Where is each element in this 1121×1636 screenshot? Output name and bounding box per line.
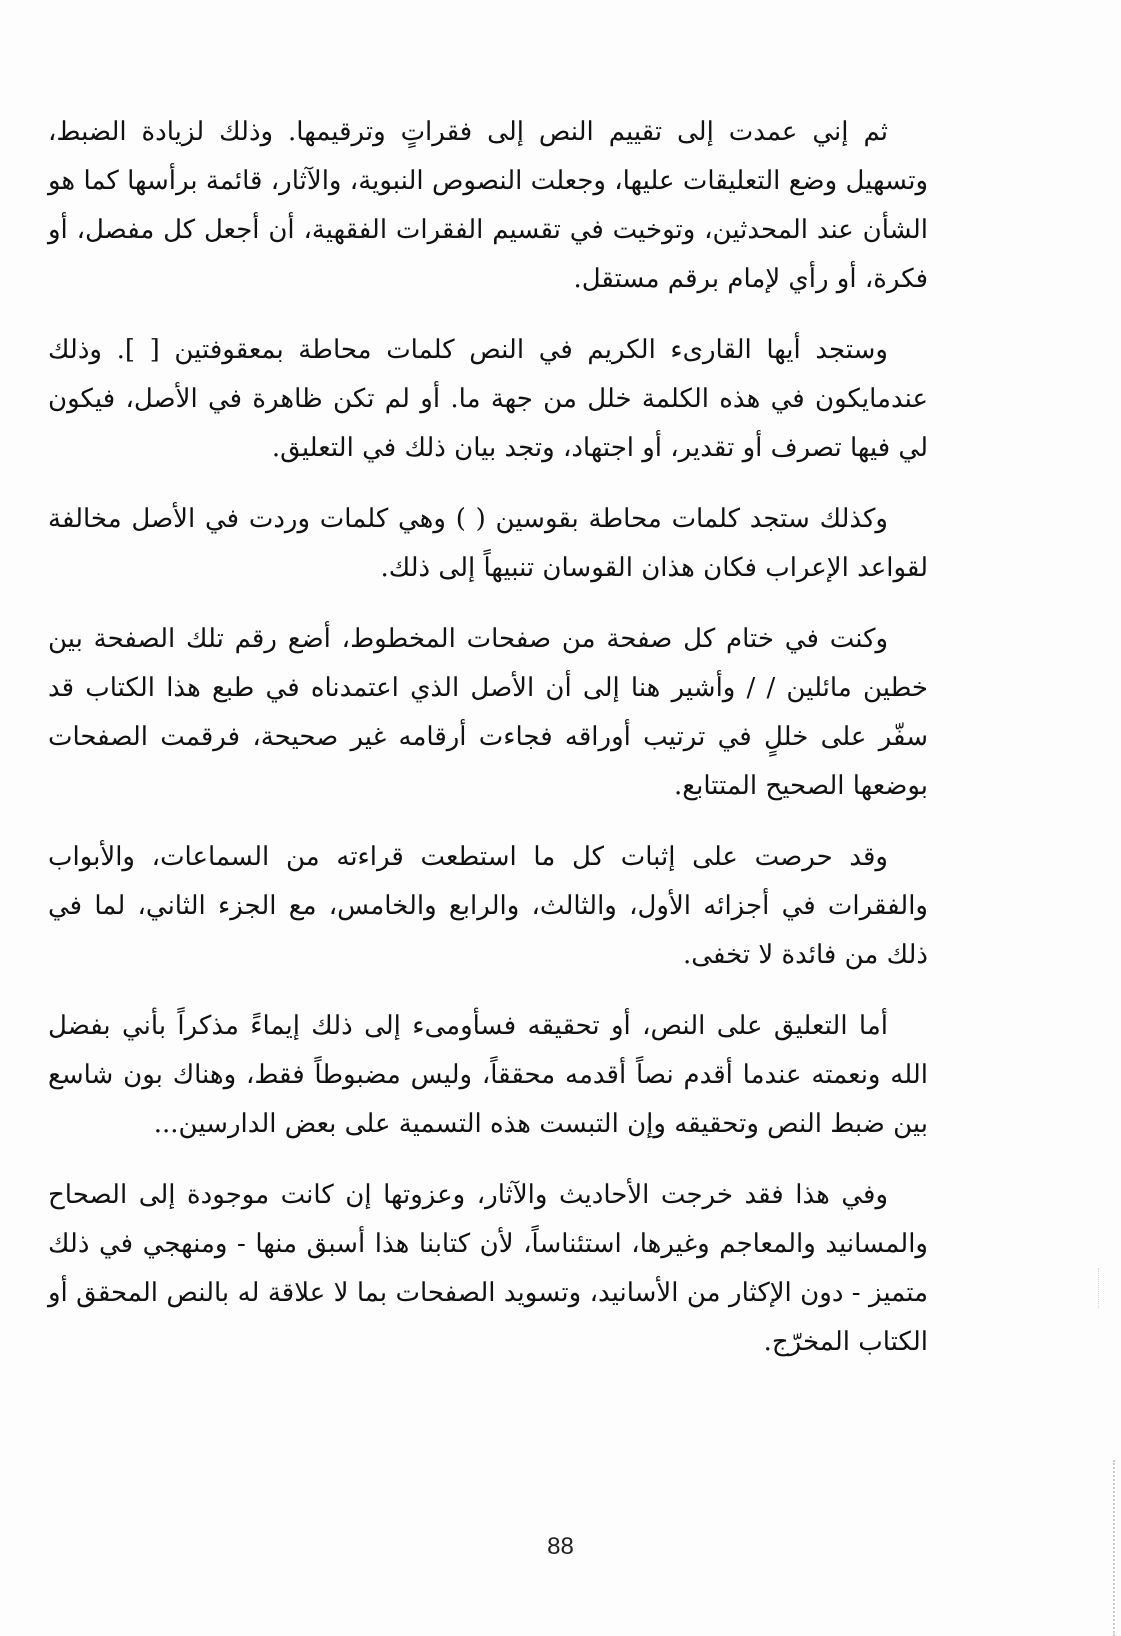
paragraph-numbering: ثم إني عمدت إلى تقييم النص إلى فقراتٍ وترقيمها. وذلك لزيادة الضبط، وتسهيل وضع التعليقات عليها، وجعلت النصوص النبوية، والآثار، قائمة برأسها كما هو الشأن عند المحدثين، وتوخيت في تقسيم الفقرات الفقهية، أن أجعل كل مفصل، أو فكرة، أو رأي لإمام برقم مستقل.	[48, 117, 928, 294]
paragraph-manuscript-pages: وكنت في ختام كل صفحة من صفحات المخطوط، أضع رقم تلك الصفحة بين خطين مائلين / / وأشير هنا إلى أن الأصل الذي اعتمدناه في طبع هذا الكتاب قد سفّر على خللٍ في ترتيب أوراقه فجاءت أرقامه غير صحيحة، فرقمت الصفحات بوضعها الصحيح المتتابع.	[48, 624, 928, 801]
paragraph-square-brackets: وستجد أيها القارىء الكريم في النص كلمات محاطة بمعقوفتين [ ]. وذلك عندمايكون في هذه الكلمة خلل من جهة ما. أو لم تكن ظاهرة في الأصل، فيكون لي فيها تصرف أو تقدير، أو اجتهاد، وتجد بيان ذلك في التعليق.	[48, 335, 928, 463]
page-number: 88	[547, 1533, 574, 1560]
paragraph-commentary: أما التعليق على النص، أو تحقيقه فسأومىء إلى ذلك إيماءً مذكراً بأني بفضل الله ونعمته عندما أقدم نصاً أقدمه محققاً، وليس مضبوطاً فقط، وهناك بون شاسع بين ضبط النص وتحقيقه وإن التبست هذه التسمية على بعض الدارسين...	[48, 1011, 928, 1139]
scan-edge-artifact	[1103, 1460, 1115, 1636]
paragraph-parentheses: وكذلك ستجد كلمات محاطة بقوسين ( ) وهي كلمات وردت في الأصل مخالفة لقواعد الإعراب فكان هذان القوسان تنبيهاً إلى ذلك.	[48, 504, 928, 583]
paragraph-samaat: وقد حرصت على إثبات كل ما استطعت قراءته من السماعات، والأبواب والفقرات في أجزائه الأول، والثالث، والرابع والخامس، مع الجزء الثاني، لما في ذلك من فائدة لا تخفى.	[48, 842, 928, 970]
body-text	[48, 108, 928, 1389]
scan-speck-artifact	[1095, 1268, 1099, 1308]
paragraph-hadith-sources: وفي هذا فقد خرجت الأحاديث والآثار، وعزوتها إن كانت موجودة إلى الصحاح والمسانيد والمعاجم وغيرها، استئناساً، لأن كتابنا هذا أسبق منها - ومنهجي في ذلك متميز - دون الإكثار من الأسانيد، وتسويد الصفحات بما لا علاقة له بالنص المحقق أو الكتاب المخرّج.	[48, 1180, 928, 1357]
